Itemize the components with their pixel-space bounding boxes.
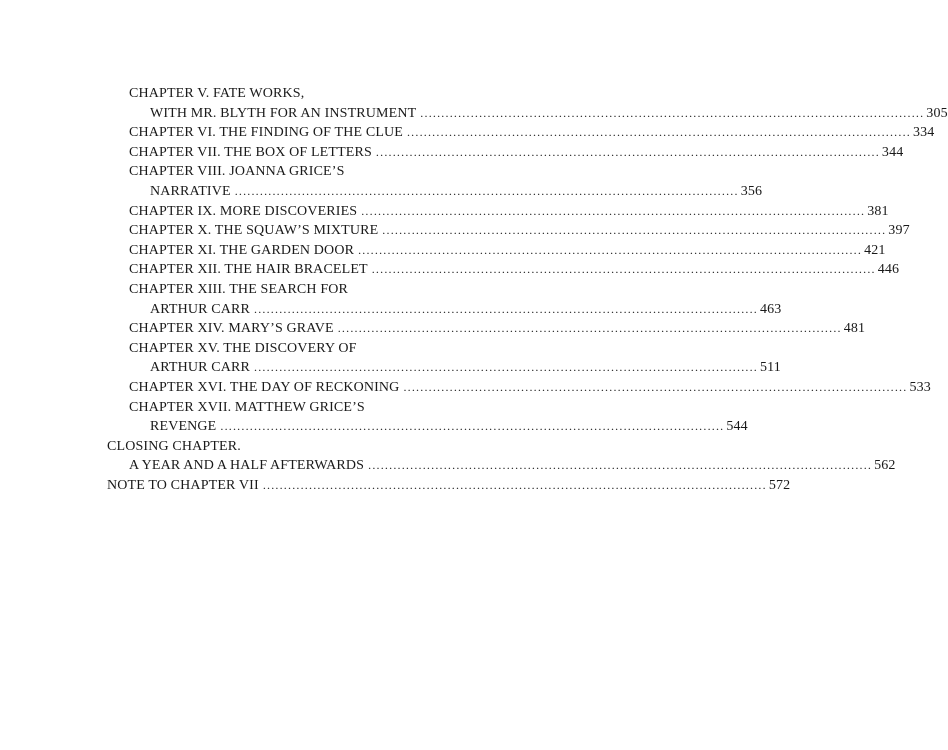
toc-entry-title: NARRATIVE	[150, 183, 231, 199]
toc-page-number: 572	[768, 477, 791, 493]
toc-entry-title: CHAPTER IX. MORE DISCOVERIES	[129, 203, 358, 219]
toc-entry	[0, 378, 931, 398]
toc-line	[0, 123, 935, 143]
toc-line	[0, 221, 910, 241]
toc-page-number: 305	[926, 105, 948, 121]
toc-entry	[0, 398, 748, 437]
toc-entry	[0, 437, 896, 476]
toc-entry	[0, 84, 948, 123]
dot-leader: ........................................................................................................................	[403, 379, 908, 394]
dot-leader: ........................................................................................................................	[358, 242, 863, 257]
dot-leader: ........................................................................................................................	[375, 144, 880, 159]
toc-page-number: 446	[877, 262, 900, 278]
toc-entry-title: CHAPTER XIII. THE SEARCH FOR	[129, 281, 349, 297]
toc-entry	[0, 241, 886, 261]
toc-line	[0, 202, 889, 222]
dot-leader: ........................................................................................................................	[371, 262, 876, 277]
dot-leader: ........................................................................................................................	[262, 477, 767, 492]
toc-page-number: 481	[843, 321, 866, 337]
toc-entry-title: CHAPTER X. THE SQUAW’S MIXTURE	[129, 223, 379, 239]
toc-page-number: 334	[912, 125, 935, 141]
toc-line	[0, 378, 931, 398]
toc-entry-title: CHAPTER XV. THE DISCOVERY OF	[129, 340, 357, 356]
toc-line	[0, 162, 486, 182]
toc-entry-title: CHAPTER XVI. THE DAY OF RECKONING	[129, 379, 400, 395]
toc-page-number: 511	[760, 360, 781, 376]
dot-leader: ........................................................................................................................	[361, 203, 866, 218]
toc-line	[0, 339, 486, 359]
toc-page-number: 381	[867, 203, 889, 219]
toc-entry-title: CHAPTER XII. THE HAIR BRACELET	[129, 262, 368, 278]
toc-entry-title: CHAPTER XI. THE GARDEN DOOR	[129, 242, 355, 258]
toc-page-number: 356	[740, 183, 763, 199]
toc-entry-title: CLOSING CHAPTER.	[107, 438, 241, 454]
toc-entry	[0, 280, 782, 319]
toc-entry-title: WITH MR. BLYTH FOR AN INSTRUMENT	[150, 105, 417, 121]
toc-page-number: 344	[881, 144, 904, 160]
toc-line	[0, 241, 886, 261]
toc-line	[0, 456, 896, 476]
toc-line	[0, 417, 748, 437]
toc-line	[0, 84, 486, 104]
toc-line	[0, 300, 782, 320]
toc-page-number: 397	[888, 223, 910, 239]
toc-entry	[0, 260, 900, 280]
toc-entry-title: REVENGE	[150, 419, 217, 435]
toc-line	[0, 358, 781, 378]
toc-entry-title: CHAPTER V. FATE WORKS,	[129, 86, 305, 101]
toc-page-number: 544	[726, 419, 748, 435]
toc-entry	[0, 476, 791, 496]
toc-entry-title: A YEAR AND A HALF AFTERWARDS	[129, 458, 365, 474]
toc-entry	[0, 143, 904, 163]
toc-page-number: 533	[909, 379, 931, 395]
toc-page-number: 562	[874, 458, 896, 474]
toc-entry-title: CHAPTER VIII. JOANNA GRICE’S	[129, 164, 345, 180]
toc-entry-title: CHAPTER VI. THE FINDING OF THE CLUE	[129, 125, 403, 141]
toc-entry-title: CHAPTER XVII. MATTHEW GRICE’S	[129, 399, 365, 415]
dot-leader: ........................................................................................................................	[254, 360, 758, 375]
toc-entry-title: NOTE TO CHAPTER VII	[107, 477, 259, 493]
toc-page-number: 463	[760, 301, 782, 317]
dot-leader: ........................................................................................................................	[382, 223, 887, 238]
dot-leader: ........................................................................................................................	[337, 321, 842, 336]
dot-leader: ........................................................................................................................	[220, 419, 725, 434]
toc-line	[0, 104, 948, 124]
dot-leader: ........................................................................................................................	[254, 301, 758, 316]
toc-line	[0, 182, 763, 202]
toc-page-number: 421	[864, 242, 886, 258]
toc-line	[0, 437, 486, 457]
dot-leader: ........................................................................................................................	[406, 125, 911, 140]
toc-line	[0, 319, 866, 339]
toc-entry	[0, 202, 889, 222]
toc-line	[0, 143, 904, 163]
toc-entry-title: CHAPTER VII. THE BOX OF LETTERS	[129, 144, 372, 160]
toc-line	[0, 476, 791, 496]
toc-entry	[0, 123, 935, 143]
toc-line	[0, 260, 900, 280]
table-of-contents	[0, 84, 948, 495]
toc-entry-title: ARTHUR CARR	[150, 301, 250, 317]
toc-entry	[0, 162, 763, 201]
toc-line	[0, 398, 486, 418]
toc-entry-title: CHAPTER XIV. MARY’S GRAVE	[129, 321, 334, 337]
dot-leader: ........................................................................................................................	[420, 105, 925, 120]
toc-entry-title: ARTHUR CARR	[150, 360, 250, 376]
toc-line	[0, 280, 486, 300]
toc-entry	[0, 339, 781, 378]
toc-entry	[0, 319, 866, 339]
toc-entry	[0, 221, 910, 241]
dot-leader: ........................................................................................................................	[234, 183, 739, 198]
dot-leader: ........................................................................................................................	[368, 458, 873, 473]
